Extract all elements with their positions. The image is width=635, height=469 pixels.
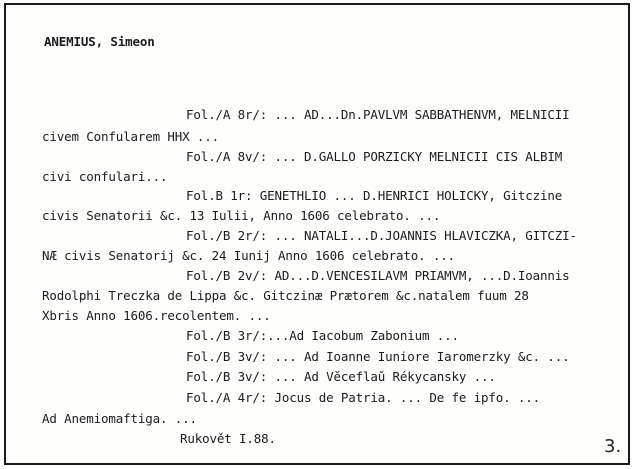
entry-line-5: Fol.B 1r: GENETHLIO ... D.HENRICI HOLICKY, Gitczine (186, 188, 563, 203)
entry-line-11: Xbris Anno 1606.recolentem. ... (42, 308, 271, 323)
reference-line: Rukovět I.88. (180, 431, 276, 446)
entry-line-14: Fol./B 3v/: ... Ad Vĕceflaŭ Rékycansky ... (186, 369, 496, 384)
entry-line-1: Fol./A 8r/: ... AD...Dn.PAVLVM SABBATHENVM, MELNICII (186, 107, 570, 122)
entry-line-16: Ad Anemiomaftiga. ... (42, 411, 197, 426)
entry-line-4: civi confulari... (42, 169, 168, 184)
entry-line-9: Fol./B 2v/: AD...D.VENCESILAVM PRIAMVM, ...D.Ioannis (186, 268, 570, 283)
entry-line-15: Fol./A 4r/: Jocus de Patria. ... De fe ipfo. ... (186, 390, 541, 405)
entry-line-6: civis Senatorii &c. 13 Iulii, Anno 1606 celebrato. ... (42, 208, 441, 223)
card-heading: ANEMIUS, Simeon (44, 34, 155, 49)
entry-line-2: civem Confularem HHX ... (42, 129, 220, 144)
page-number: 3. (604, 436, 622, 457)
entry-line-3: Fol./A 8v/: ... D.GALLO PORZICKY MELNICII CIS ALBIM (186, 149, 563, 164)
entry-line-13: Fol./B 3v/: ... Ad Ioanne Iuniore Iaromerzky &c. ... (186, 349, 570, 364)
entry-line-8: NÆ civis Senatorij &c. 24 Iunij Anno 1606 celebrato. ... (42, 248, 456, 263)
entry-line-7: Fol./B 2r/: ... NATALI...D.JOANNIS HLAVICZKA, GITCZI- (186, 228, 577, 243)
entry-line-10: Rodolphi Treczka de Lippa &c. Gitczinæ Prætorem &c.natalem fuum 28 (42, 288, 529, 303)
entry-line-12: Fol./B 3r/:...Ad Iacobum Zabonium ... (186, 328, 459, 343)
